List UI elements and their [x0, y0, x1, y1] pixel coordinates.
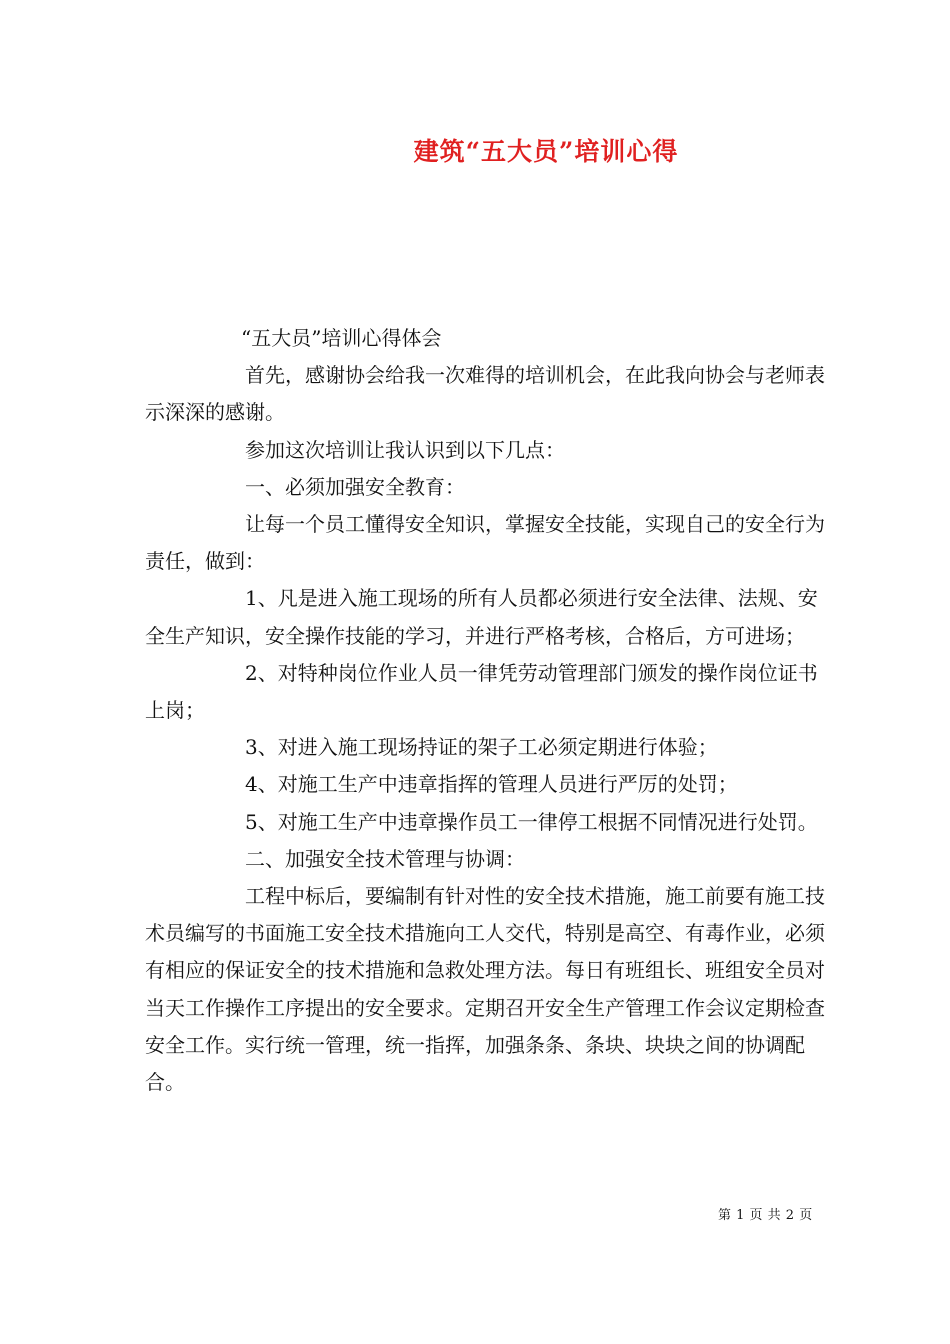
paragraph-subtitle: “五大员”培训心得体会 — [241, 326, 442, 350]
page-number-footer: 第 1 页 共 2 页 — [718, 1208, 813, 1223]
paragraph-heading: 二、加强安全技术管理与协调： — [245, 846, 525, 871]
list-item: 1、凡是进入施工现场的所有人员都必须进行安全法律、法规、安全生产知识，安全操作技能的学习，并进行严格考核，合格后，方可进场； — [145, 586, 818, 648]
list-item: 5、对施工生产中违章操作员工一律停工根据不同情况进行处罚。 — [245, 809, 818, 834]
document-body — [145, 320, 825, 1101]
paragraph-heading: 一、必须加强安全教育： — [245, 474, 465, 499]
paragraph: 工程中标后，要编制有针对性的安全技术措施，施工前要有施工技术员编写的书面施工安全技术措施向工人交代，特别是高空、有毒作业，必须有相应的保证安全的技术措施和急救处理方法。每日有班组长、班组安全员对当天工作操作工序提出的安全要求。定期召开安全生产管理工作会议定期检查安全工作。实行统一管理，统一指挥，加强条条、条块、块块之间的协调配合。 — [145, 884, 825, 1095]
list-item: 3、对进入施工现场持证的架子工必须定期进行体验； — [245, 735, 718, 760]
list-item: 4、对施工生产中违章指挥的管理人员进行严厉的处罚； — [245, 772, 738, 797]
paragraph: 让每一个员工懂得安全知识，掌握安全技能，实现自己的安全行为责任，做到： — [145, 512, 825, 574]
paragraph: 首先，感谢协会给我一次难得的培训机会，在此我向协会与老师表示深深的感谢。 — [145, 363, 825, 425]
paragraph: 参加这次培训让我认识到以下几点： — [245, 437, 565, 462]
document-title: 建筑“五大员”培训心得 — [413, 137, 679, 166]
list-item: 2、对特种岗位作业人员一律凭劳动管理部门颁发的操作岗位证书上岗； — [145, 660, 818, 723]
